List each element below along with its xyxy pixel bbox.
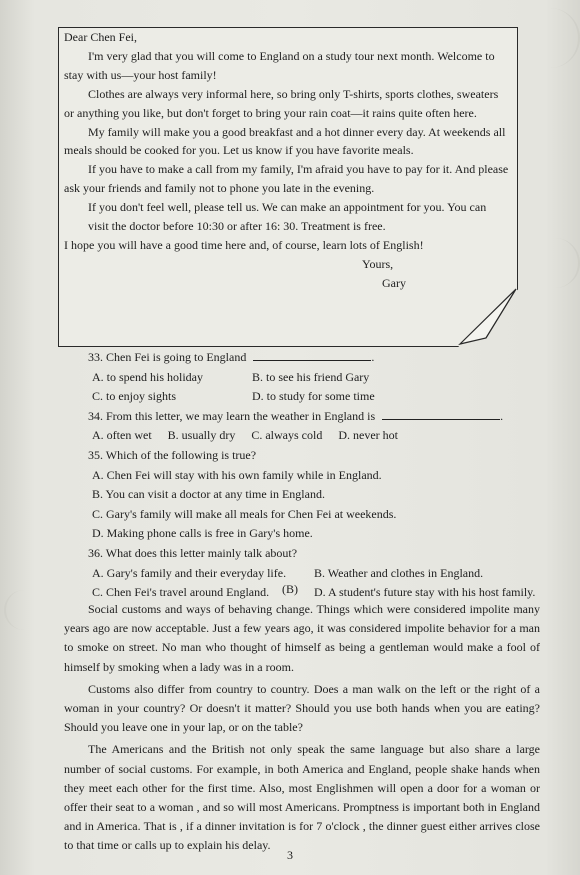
question-stem: 34. From this letter, we may learn the weather in England is bbox=[88, 408, 376, 423]
option-a[interactable]: A. to spend his holiday bbox=[92, 369, 203, 384]
question-33-options bbox=[88, 387, 548, 407]
question-34 bbox=[88, 407, 548, 427]
option-b[interactable]: B. Weather and clothes in England. bbox=[314, 565, 484, 580]
option-a[interactable]: A. Gary's family and their everyday life. bbox=[92, 565, 287, 580]
question-33-options bbox=[88, 368, 548, 388]
option-b[interactable]: B. You can visit a doctor at any time in England. bbox=[92, 487, 325, 502]
question-35: 35. Which of the following is true? bbox=[88, 447, 257, 462]
question-stem: 33. Chen Fei is going to England bbox=[88, 350, 247, 364]
letter-doctor-line: visit the doctor before 10:30 or after 16: 30. Treatment is free. bbox=[88, 219, 386, 234]
letter-salutation: Dear Chen Fei, bbox=[64, 30, 137, 44]
option-c[interactable]: C. always cold bbox=[251, 428, 323, 443]
answer-blank[interactable] bbox=[382, 408, 500, 420]
option-d[interactable]: D. Making phone calls is free in Gary's home. bbox=[92, 526, 313, 541]
option-a[interactable]: A. often wet bbox=[92, 428, 152, 443]
page-number: 3 bbox=[287, 848, 293, 862]
section-heading: (B) bbox=[282, 582, 298, 596]
passage-paragraph: Customs also differ from country to country. Does a man walk on the left or the right of a woman in your country? Or doesn't it matter? Should you use both hands when you are eating? Should you leave one in your lap, or on the table? bbox=[64, 681, 540, 735]
question-end: . bbox=[500, 408, 504, 423]
option-c[interactable]: C. Chen Fei's travel around England. bbox=[92, 585, 270, 600]
option-d[interactable]: D. A student's future stay with his host family. bbox=[314, 585, 536, 600]
question-36: 36. What does this letter mainly talk about? bbox=[88, 545, 298, 560]
option-c[interactable]: C. Gary's family will make all meals for Chen Fei at weekends. bbox=[92, 506, 397, 521]
letter bbox=[64, 28, 510, 293]
page-fold-corner bbox=[456, 288, 518, 346]
question-end: . bbox=[371, 350, 375, 364]
option-a[interactable]: A. Chen Fei will stay with his own family while in England. bbox=[92, 467, 382, 482]
letter-paragraph: I'm very glad that you will come to England on a study tour next month. Welcome to stay with us—your host family! bbox=[64, 48, 495, 82]
letter-paragraph: If you have to make a call from my family, I'm afraid you have to pay for it. And please ask your friends and family not to phone you late in the evening. bbox=[64, 162, 509, 196]
reading-passage bbox=[64, 600, 540, 859]
letter-paragraph: My family will make you a good breakfast and a hot dinner every day. At weekends all meals should be cooked for you. Let us know if you have favorite meals. bbox=[64, 124, 506, 158]
option-c[interactable]: C. to enjoy sights bbox=[92, 389, 177, 404]
letter-yours: Yours, bbox=[362, 256, 394, 271]
letter-closing-line: I hope you will have a good time here and, of course, learn lots of English! bbox=[64, 237, 424, 252]
questions bbox=[88, 348, 548, 603]
letter-paragraph: If you don't feel well, please tell us. We can make an appointment for you. You can bbox=[88, 200, 487, 215]
option-d[interactable]: D. never hot bbox=[338, 428, 398, 443]
answer-blank[interactable] bbox=[253, 349, 371, 361]
letter-signature: Gary bbox=[382, 275, 406, 290]
letter-paragraph: Clothes are always very informal here, so bring only T-shirts, sports clothes, sweaters or anything you like, but don't forget to bring your rain coat—it rains quite often here. bbox=[64, 86, 499, 120]
passage-paragraph: The Americans and the British not only speak the same language but also share a large number of social customs. For example, in both America and England, people shake hands when they meet each other for the first time. Also, most Englishmen will open a door for a woman or offer their seat to a woman , and so will most Americans. Promptness is important both in England and in America. That is , if a dinner invitation is for 7 o'clock , the dinner guest either arrives close to that time or calls up to explain his delay. bbox=[64, 742, 540, 853]
option-b[interactable]: B. to see his friend Gary bbox=[252, 369, 370, 384]
question-36-options bbox=[88, 564, 548, 584]
question-34-options bbox=[88, 426, 548, 446]
option-d[interactable]: D. to study for some time bbox=[252, 389, 375, 404]
question-33 bbox=[88, 348, 548, 368]
option-b[interactable]: B. usually dry bbox=[167, 428, 236, 443]
passage-paragraph: Social customs and ways of behaving change. Things which were considered impolite many years ago are now acceptable. Just a few years ago, it was considered impolite behavior for a man to smoke on street. No man who thought of himself as being a gentleman would make a fool of himself by smoking when a lady was in a room. bbox=[64, 602, 540, 674]
